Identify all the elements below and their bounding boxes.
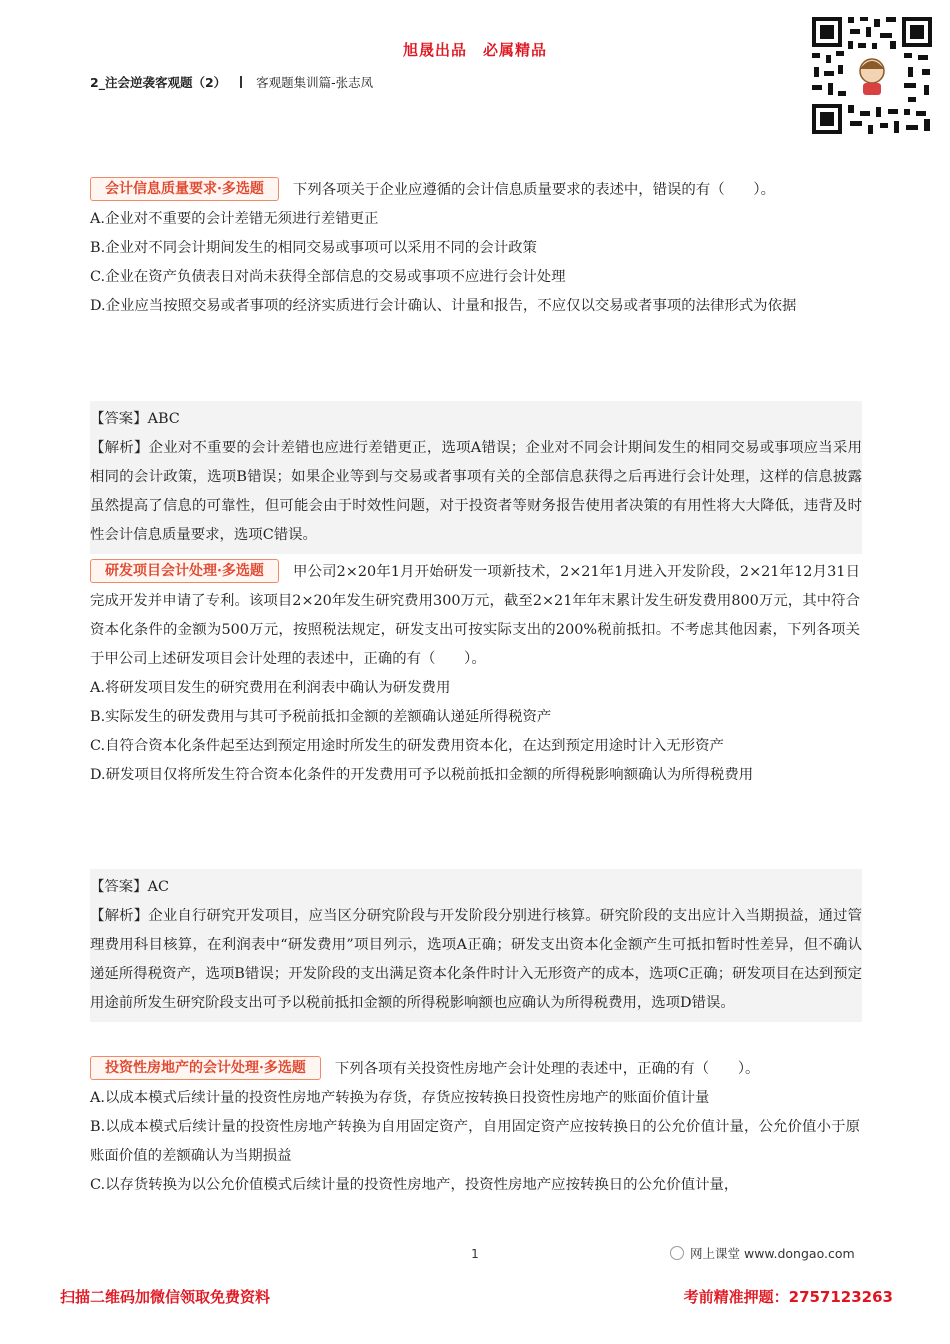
- question-3-option-c: C.以存货转换为以公允价值模式后续计量的投资性房地产，投资性房地产应按转换日的公允价值计量，: [90, 1177, 739, 1193]
- question-1-tag: 会计信息质量要求·多选题: [90, 177, 279, 201]
- slogan: 旭晟出品 必属精品: [402, 41, 547, 59]
- brand-logo-icon: [670, 1246, 684, 1260]
- question-3-stem-line: [90, 1055, 860, 1084]
- brand-footer: [670, 1244, 855, 1262]
- question-2-answer-box: [90, 869, 862, 1022]
- question-1-option-c: C.企业在资产负债表日对尚未获得全部信息的交易或事项不应进行会计处理: [90, 269, 566, 285]
- question-1: [90, 176, 860, 321]
- question-2-stem: 甲公司2×20年1月开始研发一项新技术，2×21年1月进入开发阶段，2×21年12月31日完成开发并申请了专利。该项目2×20年发生研究费用300万元，截至2×21年年末累计发生研发费用800万元，其中符合资本化条件的金额为500万元，按照税法规定，研发支出可按实际支出的200%税前抵扣。不考虑其他因素，下列各项关于甲公司上述研发项目会计处理的表述中，正确的有（ ）。: [90, 564, 860, 667]
- question-3-option-b: B.以成本模式后续计量的投资性房地产转换为自用固定资产，自用固定资产应按转换日的公允价值计量，公允价值小于原账面价值的差额确认为当期损益: [90, 1119, 860, 1164]
- question-3-tag: 投资性房地产的会计处理·多选题: [90, 1056, 321, 1080]
- question-1-answer: 【答案】ABC: [90, 411, 180, 427]
- question-2-option-d: D.研发项目仅将所发生符合资本化条件的开发费用可予以税前抵扣金额的所得税影响额确认为所得税费用: [90, 767, 754, 783]
- question-1-option-d: D.企业应当按照交易或者事项的经济实质进行会计确认、计量和报告，不应仅以交易或者事项的法律形式为依据: [90, 298, 797, 314]
- question-1-stem-line: [90, 176, 860, 205]
- question-1-answer-box: [90, 401, 862, 554]
- question-2-option-b: B.实际发生的研发费用与其可予税前抵扣金额的差额确认递延所得税资产: [90, 709, 552, 725]
- question-3-option-a: A.以成本模式后续计量的投资性房地产转换为存货，存货应按转换日投资性房地产的账面价值计量: [90, 1090, 710, 1106]
- question-3-stem: 下列各项有关投资性房地产会计处理的表述中，正确的有（ ）。: [334, 1061, 760, 1077]
- question-2-analysis: 【解析】企业自行研究开发项目，应当区分研究阶段与开发阶段分别进行核算。研究阶段的支出应计入当期损益，通过管理费用科目核算，在利润表中“研发费用”项目列示，选项A正确；研发支出资本化金额产生可抵扣暂时性差异，但不确认递延所得税资产，选项B错误；开发阶段的支出满足资本化条件时计入无形资产的成本，选项C正确；研发项目在达到预定用途前所发生研究阶段支出可予以税前抵扣金额的所得税影响额也应确认为所得税费用，选项D错误。: [90, 908, 862, 1011]
- question-1-option-a: A.企业对不重要的会计差错无须进行差错更正: [90, 211, 379, 227]
- question-1-option-b: B.企业对不同会计期间发生的相同交易或事项可以采用不同的会计政策: [90, 240, 537, 256]
- brand-text: 网上课堂 www.dongao.com: [690, 1246, 855, 1261]
- doc-title: 2_注会逆袭客观题（2）: [90, 75, 227, 90]
- doc-subtitle: 客观题集训篇-张志凤: [256, 75, 374, 90]
- question-2-option-a: A.将研发项目发生的研究费用在利润表中确认为研发费用: [90, 680, 451, 696]
- page-number: 1: [471, 1247, 479, 1261]
- qr-code-image: [808, 13, 936, 138]
- question-2-stem-line: [90, 558, 860, 674]
- footer-left-note: 扫描二维码加微信领取免费资料: [60, 1288, 271, 1306]
- question-2-option-c: C.自符合资本化条件起至达到预定用途时所发生的研发费用资本化，在达到预定用途时计入无形资产: [90, 738, 724, 754]
- question-2-tag: 研发项目会计处理·多选题: [90, 559, 279, 583]
- question-2-answer: 【答案】AC: [90, 879, 169, 895]
- doc-header: [90, 73, 373, 91]
- question-1-analysis: 【解析】企业对不重要的会计差错也应进行差错更正，选项A错误；企业对不同会计期间发生的相同交易或事项应当采用相同的会计政策，选项B错误；如果企业等到与交易或者事项有关的全部信息获得之后再进行会计处理，这样的信息披露虽然提高了信息的可靠性，但可能会由于时效性问题，对于投资者等财务报告使用者决策的有用性将大大降低，违背及时性会计信息质量要求，选项C错误。: [90, 440, 862, 543]
- footer-right-note: 考前精准押题：2757123263: [683, 1288, 893, 1306]
- question-2: [90, 558, 860, 790]
- header-divider: [240, 76, 242, 88]
- question-3: [90, 1055, 860, 1200]
- question-1-stem: 下列各项关于企业应遵循的会计信息质量要求的表述中，错误的有（ ）。: [292, 182, 775, 198]
